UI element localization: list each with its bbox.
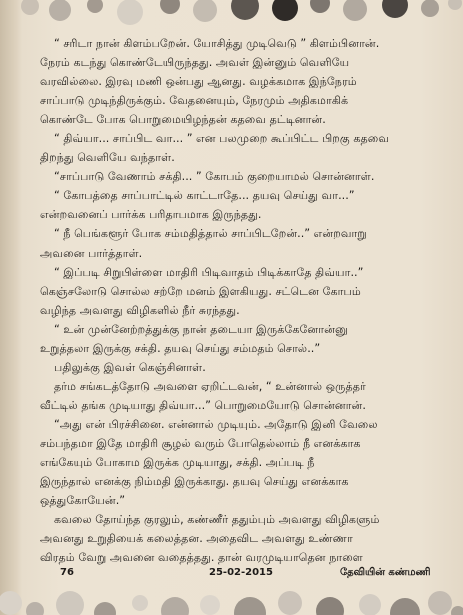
decorative-dots-bottom (0, 567, 463, 615)
issue-date: 25-02-2015 (209, 567, 273, 578)
decorative-dot (359, 594, 381, 615)
text-line-7: திறந்து வெளியே வந்தாள். (40, 151, 175, 165)
decorative-dot (234, 597, 266, 615)
decorative-dot (272, 0, 298, 21)
decorative-dot (451, 606, 463, 615)
text-line-23: எங்கேயும் போகாம இருக்க முடியாது, சக்தி. அப்படி நீ (40, 456, 315, 470)
decorative-dot (278, 591, 302, 615)
decorative-dot (200, 595, 220, 615)
text-line-28: விரதம் வேறு அவனை வதைத்தது. தான் வரமுடியாதென நாளை (40, 551, 363, 565)
text-line-18: பதிலுக்கு இவள் கெஞ்சினாள். (54, 360, 206, 374)
text-line-3: வரவில்லை. இரவு மணி ஒன்பது ஆனது. வழக்கமாக இந்நேரம் (40, 75, 357, 89)
text-line-8: “சாப்பாடு வேணாம் சக்தி... ” கோபம் குறையாமல் சொன்னாள். (54, 170, 375, 184)
decorative-dot (21, 0, 39, 15)
decorative-dot (448, 0, 462, 10)
text-line-17: உறுத்தலா இருக்கு சக்தி. தயவு செய்து சம்மதம் சொல்..” (40, 341, 321, 355)
decorative-dot (132, 595, 148, 611)
text-line-12: அவனை பார்த்தாள். (40, 246, 143, 260)
text-line-22: சம்பந்தமா இதே மாதிரி சூழல் வரும் போதெல்லாம் நீ எனக்காக (40, 436, 361, 450)
decorative-dot (193, 0, 217, 22)
decorative-dot (87, 0, 103, 13)
decorative-dot (160, 0, 180, 14)
decorative-dot (390, 598, 420, 615)
decorative-dot (94, 602, 116, 615)
decorative-dot (310, 0, 330, 13)
text-line-10: என்றவனைப் பார்க்க பரிதாபமாக இருந்தது. (40, 208, 262, 222)
decorative-dots-top (0, 0, 463, 28)
text-line-9: “ கோபத்தை சாப்பாட்டில் காட்டாதே... தயவு செய்து வா...” (54, 189, 355, 203)
text-line-4: சாப்பாடு முடிந்திருக்கும். வேதனையும், நேரமும் அதிகமாகிக் (40, 94, 349, 108)
decorative-dot (117, 0, 143, 25)
text-line-26: கவலை தோய்ந்த குரலும், கண்ணீர் ததும்பும் அவளது விழிகளும் (54, 513, 380, 527)
text-line-24: இருந்தால் எனக்கு நிம்மதி இருக்காது. தயவு செய்து எனக்காக (40, 475, 349, 489)
text-line-15: வழிந்த அவளது விழிகளில் நீர் சுரந்தது. (40, 303, 240, 317)
decorative-dot (26, 602, 44, 615)
decorative-dot (161, 597, 189, 615)
text-line-5: கொண்டே போக பொறுமையிழந்தன் கதவை தட்டினான். (40, 113, 326, 127)
decorative-dot (316, 597, 344, 615)
decorative-dot (343, 0, 367, 21)
decorative-dot (428, 591, 452, 615)
text-line-19: தர்ம சங்கடத்தோடு அவளை ஏறிட்டவன், “ உன்னால் ஒருத்தர் (54, 379, 366, 393)
text-line-25: ஒத்துகோயேன்.” (40, 494, 126, 508)
text-line-27: அவனது உறுதியைக் கலைத்தன. அதைவிட அவளது உண்ணா (40, 532, 353, 546)
text-line-21: “அது என் பிரச்சினை. என்னால் முடியும். அதோடு இனி வேலை (54, 417, 378, 431)
decorative-dot (231, 0, 259, 20)
text-line-16: “ உன் முன்னேற்றத்துக்கு நான் தடையா இருக்கேனோன்னு (54, 322, 348, 336)
decorative-dot (382, 0, 408, 18)
text-line-13: “ இப்படி சிறுபிள்ளை மாதிரி பிடிவாதம் பிடிக்காதே திவ்யா..” (54, 265, 364, 279)
decorative-dot (421, 0, 439, 17)
text-line-2: நேரம் கடந்து கொண்டேயிருந்தது. அவள் இன்னும் வெளியே (40, 56, 350, 70)
decorative-dot (0, 591, 22, 615)
story-text (40, 34, 444, 567)
text-line-20: வீட்டில் தங்க முடியாது திவ்யா...” பொறுமையோடு சொன்னான். (40, 398, 366, 412)
decorative-dot (56, 591, 84, 615)
magazine-name: தேவியின் கண்மணி (340, 567, 431, 578)
text-line-1: “ சரிடா நான் கிளம்பறேன். யோசித்து முடிவெடு ” கிளம்பினான். (54, 37, 380, 50)
page-number: 76 (60, 567, 74, 578)
decorative-dot (49, 0, 71, 21)
page-binding-shadow (0, 0, 22, 615)
text-line-11: “ நீ பெங்களூர் போக சம்மதித்தால் சாப்பிடறேன்..” என்றவாறு (54, 227, 367, 241)
text-line-14: கெஞ்சலோடு சொல்ல சற்றே மனம் இளகியது. சட்டென கோபம் (40, 284, 361, 298)
text-line-6: “ திவ்யா... சாப்பிட வா... ” என பலமுறை கூப்பிட்ட பிறகு கதவை (54, 132, 390, 146)
